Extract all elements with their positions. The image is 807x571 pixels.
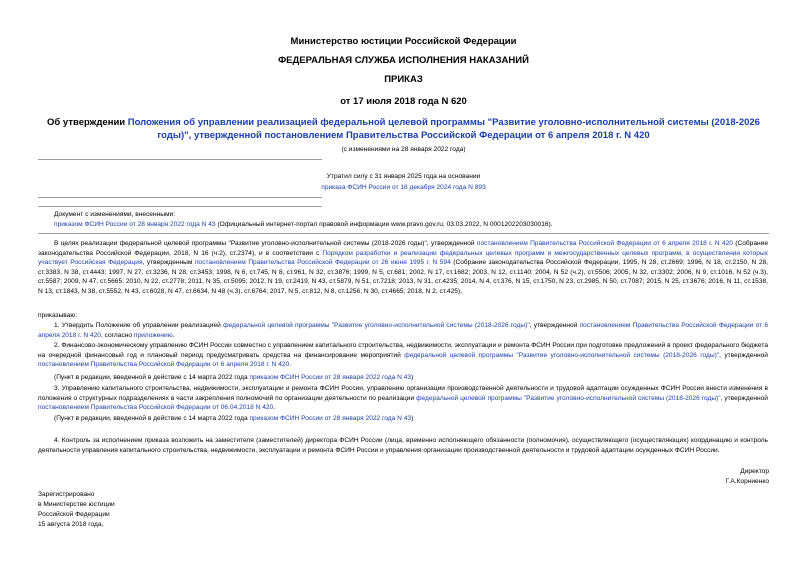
ministry-heading: Министерство юстиции Российской Федерации (290, 36, 517, 47)
item-text: . (289, 361, 292, 369)
item-text: , утвержденной (720, 394, 768, 402)
item-link[interactable]: постановлением Правительства Российской Федерации от 6 апреля 2018 г. N 420 (38, 361, 290, 369)
item-text: 2. Финансово-экономическому управлению ФСИН России совместно с управлением капитального строительства, недвижимости, эксплуатации и ремонта ФСИН России при подготовке предложений в проект федерального бюджета на очередной финансовый год и плановый период предусматривать средства на финансирование мероприятий (38, 342, 768, 359)
item-link[interactable]: федеральной целевой программы "Развитие уголовно-исполнительной системы (2018-2026 годы)" (404, 351, 720, 359)
item-text: . (172, 331, 175, 339)
preamble-text: , утвержденным (142, 259, 195, 267)
service-heading: ФЕДЕРАЛЬНАЯ СЛУЖБА ИСПОЛНЕНИЯ НАКАЗАНИЙ (278, 55, 529, 66)
item-3 (38, 384, 768, 413)
signature-position: Директор (740, 468, 769, 475)
item-link[interactable]: постановлением Правительства Российской Федерации от 6 апреля 2018 г. N 420 (38, 322, 769, 339)
item-text: 1. Утвердить Положение об управлении реализацией (54, 322, 224, 329)
note-link[interactable]: приказом ФСИН России от 28 января 2022 года N 43 (249, 374, 412, 381)
registration-line-3: Российской Федерации (38, 511, 110, 518)
changes-label: Документ с изменениями, внесенными: (54, 211, 176, 218)
item-text: 3. Управлению капитального строительства, недвижимости, эксплуатации и ремонта ФСИН России, управлению организации производственной деятельности и трудовой адаптации осужденных ФСИН России внести изменения в положения о структурных подразделениях в части закрепления полномочий по организации деятельности по реализации (38, 385, 768, 402)
changes-line (38, 220, 768, 230)
preamble-link[interactable]: Порядком разработки и реализации федеральных целевых программ и межгосударственных целевых программ, в осуществлении которых участвует Российская Федерация (38, 249, 768, 267)
note-text: ) (411, 415, 414, 422)
preamble-paragraph (38, 239, 768, 297)
preamble-link[interactable]: постановлением Правительства Российской Федерации от 26 июня 1995 г. N 594 (194, 259, 451, 267)
item-1 (38, 321, 768, 340)
page-title (30, 117, 777, 142)
signature-name: Г.А.Корниенко (725, 478, 769, 485)
preamble-link[interactable]: постановлением Правительства Российской Федерации от 6 апреля 2018 г. N 420 (476, 240, 733, 247)
appendix-link[interactable]: приложению (133, 331, 173, 339)
divider (38, 206, 322, 207)
note-text: ) (411, 374, 414, 381)
item-4: 4. Контроль за исполнением приказа возложить на заместителя (заместителей) директора ФСИН России (лица, временно исполняющего обязанности (полномочия), осуществляющего (осуществляющих) координацию и контроль деятельности управления капитального строительства, недвижимости, эксплуатации и ремонта ФСИН России и управления организации производственной деятельности и трудовой адаптации осужденных ФСИН России. (38, 437, 768, 454)
item-text: . (273, 404, 276, 412)
registration-line-1: Зарегистрировано (38, 491, 95, 498)
registration-line-2: в Министерстве юстиции (38, 501, 115, 508)
order-word: приказываю: (38, 312, 78, 319)
item-2 (38, 341, 768, 370)
note-text: (Пункт в редакции, введенной в действие с 14 марта 2022 года (54, 374, 250, 381)
note-link[interactable]: приказом ФСИН России от 28 января 2022 года N 43 (249, 415, 412, 422)
preamble-text: (Собрание законодательства Российской Федерации, 1995, N 28, ст.2669; 1996, N 18, ст.2150, N 28, ст.3383, N 38, ст.4443; 1997, N 27, ст.3236, N 28, ст.3453; 1998, N 6, ст.745, N 8, ст.961, N 32, ст.3876; 1999, N 5, ст.681; 2002, N 17, ст.1682; 2003, N 12, ст.1140; 2004, N 52 (ч.2), ст.5506; 2005, N 32, ст.3302; 2006, N 9, ст.1016, N 52 (ч.3), ст.5587; 2009, N 47, ст.5665; 2010, N 22, ст.2778; 2011, N 35, ст.5095; 2012, N 19, ст.2419, N 43, ст.5879, N 51, ст.7218; 2013, N 31, ст.4235; 2014, N 4, ст.376, N 15, ст.1750, N 23, ст.2985, N 50, ст.7087; 2015, N 25, ст.3676; 2016, N 11, ст.1538, N 13, ст.1843, N 38, ст.5552, N 43, ст.6028, N 47, ст.6634, N 48 (ч.3), ст.6764; 2017, N 5, ст.812, N 8, ст.1256, N 30, ст.4665; 2018, N 2, ст.425), (38, 259, 768, 295)
item-link[interactable]: постановлением Правительства Российской Федерации от 06.04.2018 N 420 (38, 404, 274, 412)
item-3-note (38, 414, 768, 424)
item-2-note (38, 373, 768, 383)
registration-line-4: 15 августа 2018 года, (38, 521, 104, 528)
changes-link[interactable]: приказом ФСИН России от 28 января 2022 года N 43 (54, 221, 216, 228)
item-text: , утвержденной (529, 322, 580, 329)
title-link[interactable]: Положения об управлении реализацией федеральной целевой программы "Развитие уголовно-исполнительной системы (2018-2026 годы)", утвержденной постановлением Правительства Российской Федерации от 6 апреля 2018 г. N 420 (127, 117, 760, 141)
note-text: (Пункт в редакции, введенной в действие с 14 марта 2022 года (54, 415, 250, 422)
lost-force-link[interactable]: приказа ФСИН России от 18 декабря 2024 года N 893 (321, 184, 486, 191)
divider (38, 197, 322, 198)
date-number-heading: от 17 июля 2018 года N 620 (340, 96, 467, 107)
divider (38, 159, 322, 160)
preamble-text: (Собрание законодательства Российской Федерации, 2018, N 16 (ч.2), ст.2374), и в соответствии с (38, 240, 768, 257)
item-link[interactable]: федеральной целевой программы "Развитие уголовно-исполнительной системы (2018-2026 годы)" (416, 394, 721, 402)
item-text: , согласно (100, 331, 134, 339)
title-prefix: Об утверждении (47, 117, 128, 128)
doc-type-heading: ПРИКАЗ (384, 74, 423, 85)
changes-tail: (Официальный интернет-портал правовой информации www.pravo.gov.ru, 03.03.2022, N 0001202203030016). (215, 221, 553, 228)
item-link[interactable]: федеральной целевой программы "Развитие уголовно-исполнительной системы (2018-2026 годы)" (223, 322, 530, 329)
lost-force-line: Утратил силу с 31 января 2025 года на основании (326, 173, 481, 180)
item-text: , утвержденной (719, 351, 768, 359)
preamble-text: В целях реализации федеральной целевой программы "Развитие уголовно-исполнительной системы (2018-2026 годы)", утвержденной (54, 240, 477, 247)
divider (38, 233, 769, 234)
amendments-note: (с изменениями на 28 января 2022 года) (341, 146, 466, 153)
